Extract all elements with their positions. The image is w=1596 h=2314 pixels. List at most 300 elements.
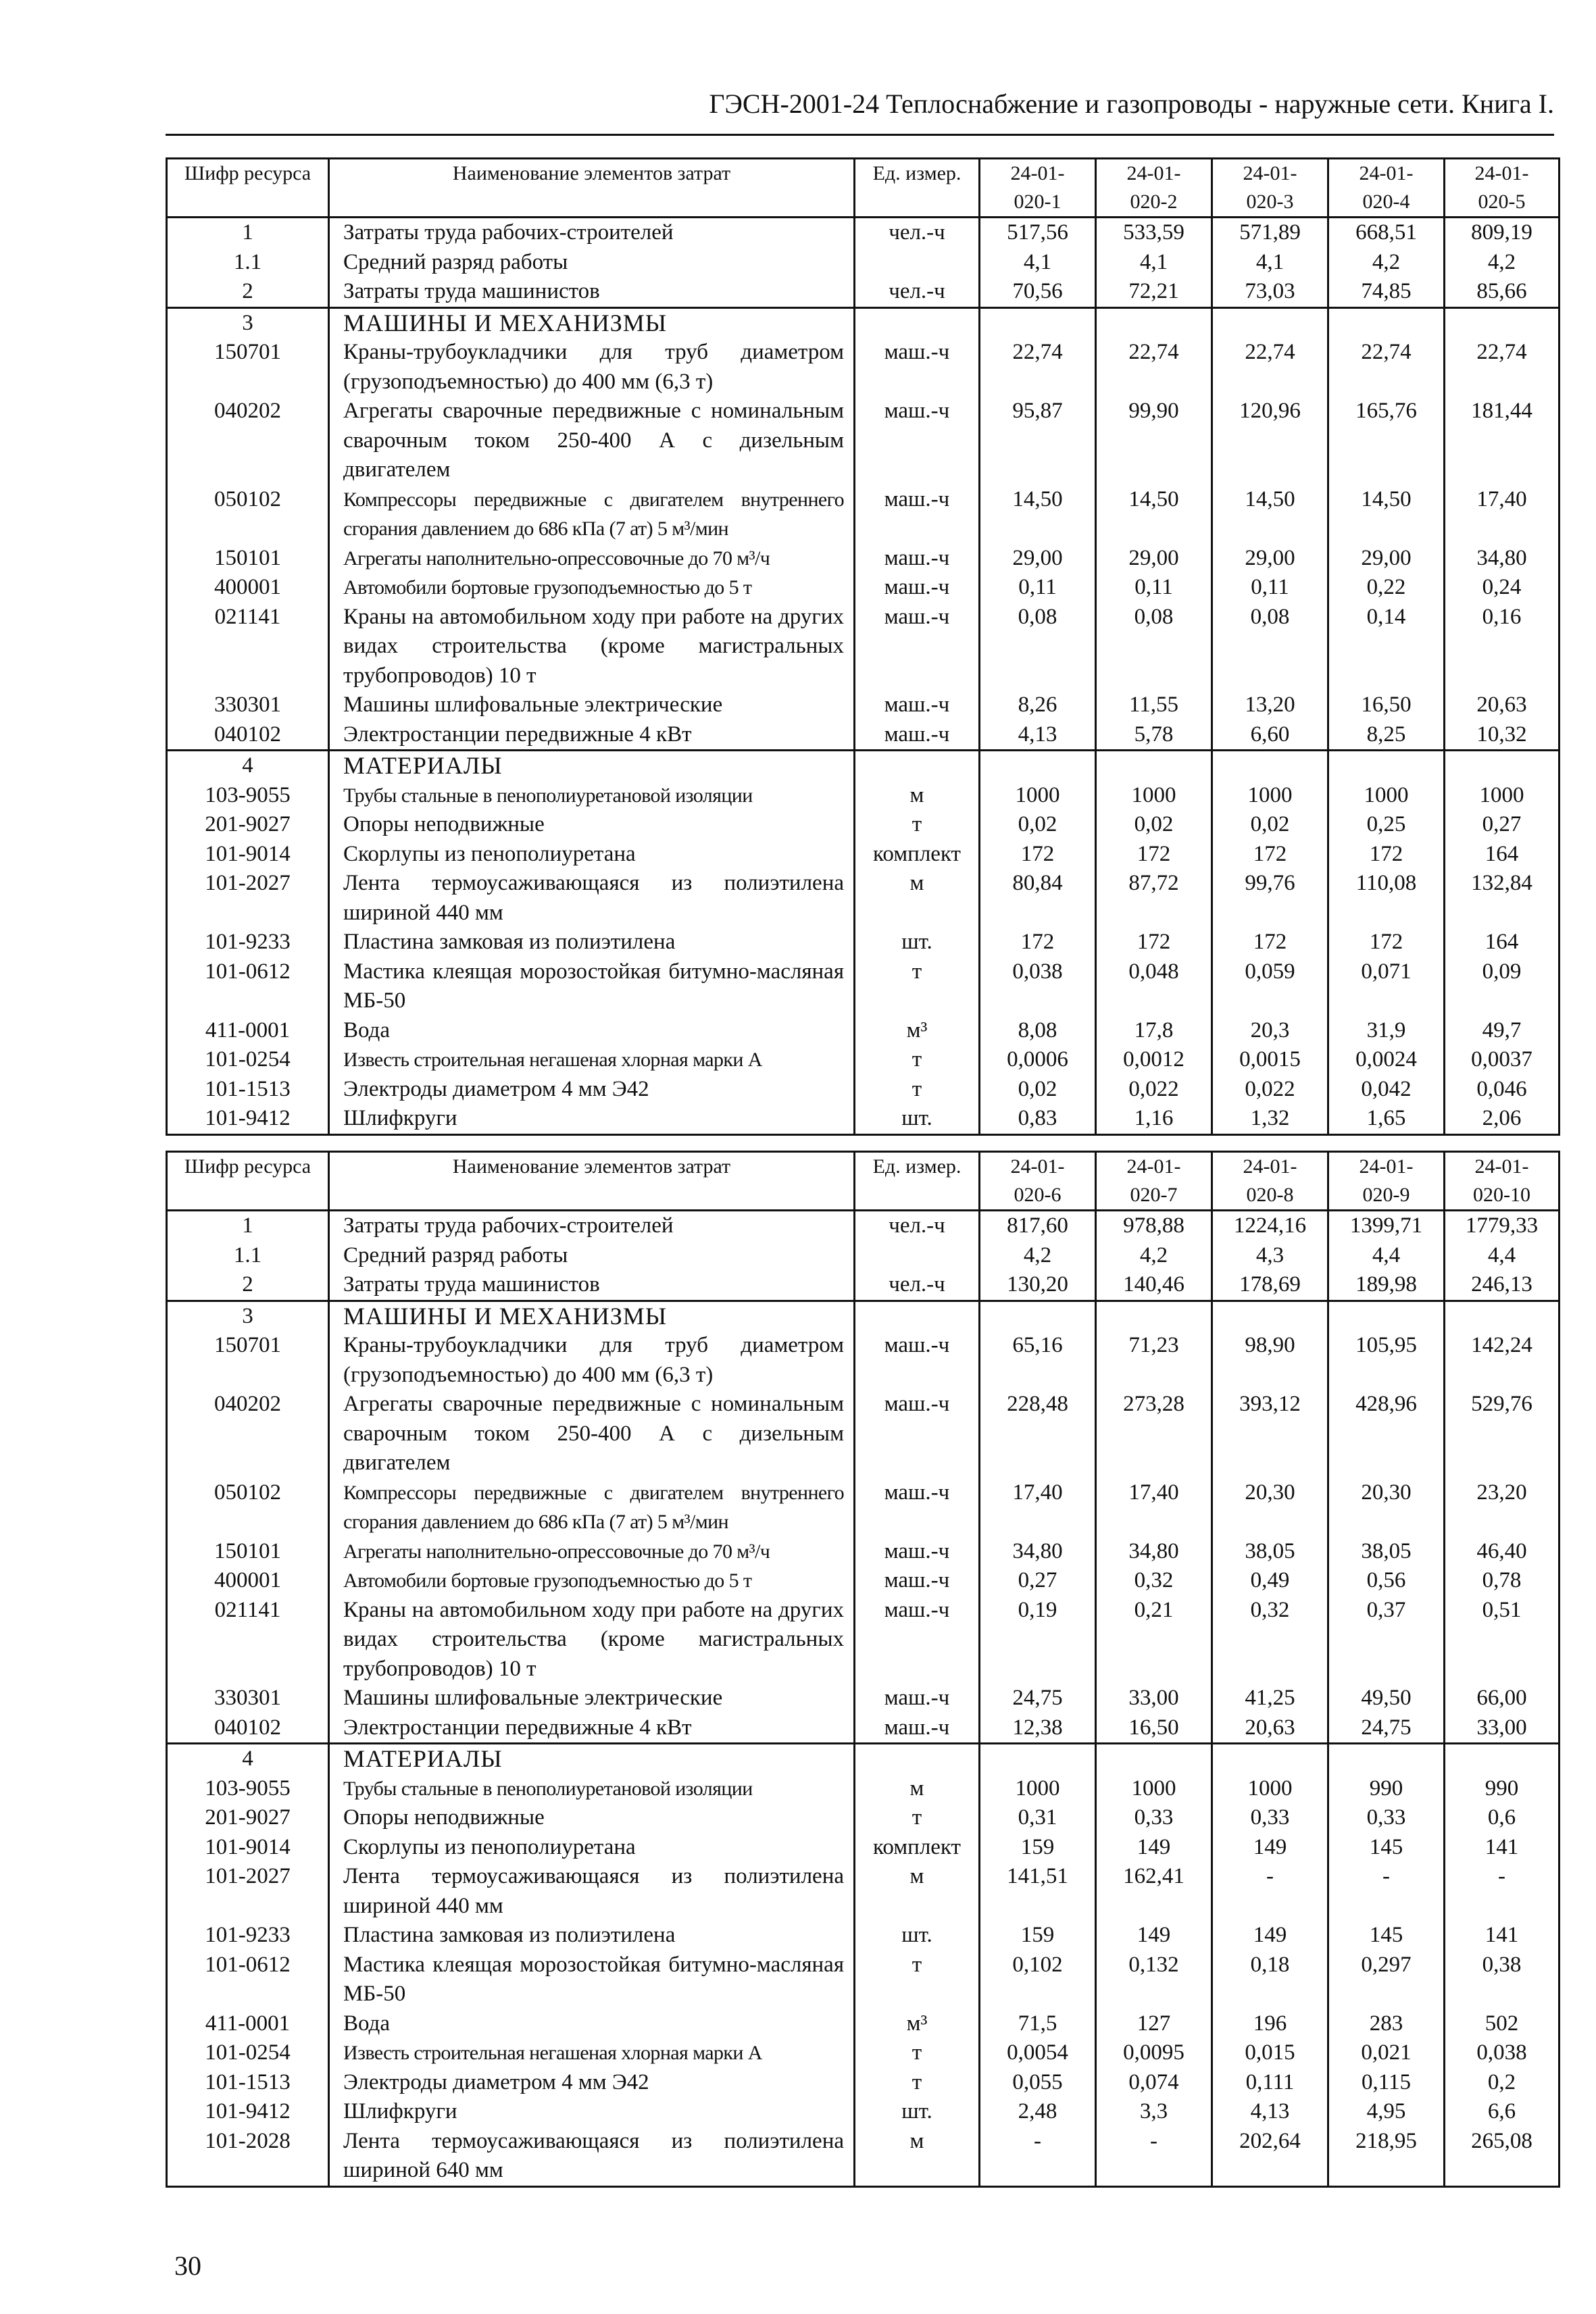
norm-value: 5,78: [1096, 720, 1212, 751]
resource-code: 150101: [167, 544, 329, 574]
norm-value: 12,38: [980, 1713, 1096, 1744]
norm-value: 105,95: [1328, 1331, 1445, 1390]
resource-code: 1.1: [167, 1241, 329, 1271]
unit-of-measure: маш.-ч: [855, 1331, 980, 1390]
norm-value: 20,3: [1212, 1016, 1328, 1046]
norm-value: 0,21: [1096, 1596, 1212, 1684]
norm-value: 22,74: [1096, 338, 1212, 397]
page-header: ГЭСН-2001-24 Теплоснабжение и газопроводы - наружные сети. Книга I.: [709, 89, 1554, 119]
norm-value: [1328, 751, 1445, 781]
col-header-code: Шифр ресурса: [167, 1152, 329, 1211]
norm-value: 0,02: [1096, 810, 1212, 840]
unit-of-measure: маш.-ч: [855, 1713, 980, 1744]
norm-value: 517,56: [980, 218, 1096, 248]
header-rule: [166, 134, 1554, 136]
norm-value: 98,90: [1212, 1331, 1328, 1390]
table-row: [167, 690, 1560, 720]
norm-value: [1212, 1744, 1328, 1774]
norm-value: 8,25: [1328, 720, 1445, 751]
norm-value: 141: [1445, 1921, 1560, 1951]
unit-of-measure: [855, 1241, 980, 1271]
resource-code: 101-2027: [167, 869, 329, 928]
norm-value: 22,74: [1445, 338, 1560, 397]
table-row: [167, 928, 1560, 957]
norm-value: 29,00: [1096, 544, 1212, 574]
table-row: [167, 277, 1560, 307]
col-header-norm-code: 24-01- 020-5: [1445, 159, 1560, 218]
norm-value: 99,90: [1096, 397, 1212, 485]
norm-value: 0,78: [1445, 1566, 1560, 1596]
norm-value: 29,00: [980, 544, 1096, 574]
unit-of-measure: чел.-ч: [855, 277, 980, 307]
norm-table-2: [166, 1151, 1560, 2188]
norm-value: 41,25: [1212, 1684, 1328, 1713]
norm-value: 127: [1096, 2009, 1212, 2039]
resource-code: 101-9412: [167, 2097, 329, 2127]
norm-value: 38,05: [1328, 1537, 1445, 1567]
norm-value: 49,7: [1445, 1016, 1560, 1046]
norm-value: 71,5: [980, 2009, 1096, 2039]
norm-value: 393,12: [1212, 1390, 1328, 1478]
resource-code: 101-9014: [167, 840, 329, 870]
section-row: [167, 751, 1560, 781]
resource-code: 411-0001: [167, 1016, 329, 1046]
norm-value: 3,3: [1096, 2097, 1212, 2127]
norm-value: 33,00: [1445, 1713, 1560, 1744]
table-row: [167, 1951, 1560, 2009]
resource-code: 103-9055: [167, 781, 329, 811]
norm-value: 1000: [980, 1774, 1096, 1804]
norm-value: 2,06: [1445, 1104, 1560, 1134]
norm-value: -: [980, 2127, 1096, 2187]
table-row: [167, 485, 1560, 544]
table-row: [167, 2068, 1560, 2098]
table-row: [167, 1016, 1560, 1046]
norm-value: [1212, 1301, 1328, 1331]
cost-element-name: Вода: [329, 1016, 855, 1046]
resource-code: 400001: [167, 573, 329, 603]
cost-element-name: МАТЕРИАЛЫ: [329, 751, 855, 781]
section-row: [167, 1301, 1560, 1331]
norm-value: 0,22: [1328, 573, 1445, 603]
norm-value: 29,00: [1212, 544, 1328, 574]
unit-of-measure: маш.-ч: [855, 338, 980, 397]
table-row: [167, 1241, 1560, 1271]
cost-element-name: Пластина замковая из полиэтилена: [329, 1921, 855, 1951]
col-header-unit: Ед. измер.: [855, 1152, 980, 1211]
norm-value: 4,1: [980, 248, 1096, 278]
norm-value: 668,51: [1328, 218, 1445, 248]
norm-value: 533,59: [1096, 218, 1212, 248]
norm-value: 31,9: [1328, 1016, 1445, 1046]
norm-value: 1,16: [1096, 1104, 1212, 1134]
norm-value: 17,40: [980, 1478, 1096, 1537]
norm-value: [1212, 307, 1328, 338]
resource-code: 2: [167, 1270, 329, 1301]
unit-of-measure: [855, 1744, 980, 1774]
cost-element-name: МАТЕРИАЛЫ: [329, 1744, 855, 1774]
resource-code: 411-0001: [167, 2009, 329, 2039]
norm-value: 0,297: [1328, 1951, 1445, 2009]
resource-code: 050102: [167, 1478, 329, 1537]
cost-element-name: Средний разряд работы: [329, 1241, 855, 1271]
norm-value: 0,18: [1212, 1951, 1328, 2009]
norm-value: 502: [1445, 2009, 1560, 2039]
norm-value: 0,25: [1328, 810, 1445, 840]
norm-value: 164: [1445, 840, 1560, 870]
norm-value: 71,23: [1096, 1331, 1212, 1390]
resource-code: 330301: [167, 1684, 329, 1713]
norm-value: 99,76: [1212, 869, 1328, 928]
table-row: [167, 1862, 1560, 1921]
cost-element-name: Затраты труда машинистов: [329, 1270, 855, 1301]
cost-element-name: МАШИНЫ И МЕХАНИЗМЫ: [329, 1301, 855, 1331]
norm-value: 38,05: [1212, 1537, 1328, 1567]
resource-code: 040102: [167, 1713, 329, 1744]
table-row: [167, 573, 1560, 603]
norm-value: 87,72: [1096, 869, 1212, 928]
table-row: [167, 1566, 1560, 1596]
norm-value: 159: [980, 1833, 1096, 1863]
unit-of-measure: шт.: [855, 2097, 980, 2127]
table-row: [167, 2097, 1560, 2127]
norm-value: 0,02: [980, 1075, 1096, 1105]
norm-value: 17,40: [1445, 485, 1560, 544]
norm-value: [1096, 751, 1212, 781]
norm-value: 172: [1212, 928, 1328, 957]
cost-element-name: Машины шлифовальные электрические: [329, 1684, 855, 1713]
resource-code: 103-9055: [167, 1774, 329, 1804]
cost-element-name: Электроды диаметром 4 мм Э42: [329, 2068, 855, 2098]
norm-value: 4,2: [1445, 248, 1560, 278]
norm-value: 0,046: [1445, 1075, 1560, 1105]
resource-code: 101-0612: [167, 1951, 329, 2009]
norm-value: 14,50: [980, 485, 1096, 544]
table-row: [167, 840, 1560, 870]
norm-value: 0,038: [980, 957, 1096, 1016]
col-header-norm-code: 24-01- 020-1: [980, 159, 1096, 218]
norm-value: 809,19: [1445, 218, 1560, 248]
norm-value: 1000: [1328, 781, 1445, 811]
norm-value: [1096, 307, 1212, 338]
norm-value: 4,1: [1212, 248, 1328, 278]
norm-value: 1,32: [1212, 1104, 1328, 1134]
table-row: [167, 1390, 1560, 1478]
norm-value: 172: [980, 840, 1096, 870]
cost-element-name: Трубы стальные в пенополиуретановой изоляции: [329, 781, 855, 811]
table-row: [167, 1713, 1560, 1744]
norm-table-1: [166, 157, 1560, 1136]
norm-value: [1212, 751, 1328, 781]
norm-value: -: [1328, 1862, 1445, 1921]
norm-value: 0,31: [980, 1803, 1096, 1833]
norm-value: 0,0037: [1445, 1045, 1560, 1075]
norm-value: 189,98: [1328, 1270, 1445, 1301]
norm-value: 0,02: [1212, 810, 1328, 840]
norm-value: 0,33: [1212, 1803, 1328, 1833]
norm-value: 0,132: [1096, 1951, 1212, 2009]
norm-value: 1000: [1212, 781, 1328, 811]
col-header-norm-code: 24-01- 020-4: [1328, 159, 1445, 218]
unit-of-measure: маш.-ч: [855, 1478, 980, 1537]
cost-element-name: Мастика клеящая морозостойкая битумно-масляная МБ-50: [329, 1951, 855, 2009]
unit-of-measure: маш.-ч: [855, 603, 980, 691]
norm-value: 0,83: [980, 1104, 1096, 1134]
norm-value: 74,85: [1328, 277, 1445, 307]
norm-value: 0,49: [1212, 1566, 1328, 1596]
unit-of-measure: т: [855, 1803, 980, 1833]
unit-of-measure: шт.: [855, 1104, 980, 1134]
norm-value: 0,074: [1096, 2068, 1212, 2098]
table-row: [167, 1270, 1560, 1301]
norm-value: 11,55: [1096, 690, 1212, 720]
cost-element-name: Трубы стальные в пенополиуретановой изоляции: [329, 1774, 855, 1804]
norm-value: 0,055: [980, 2068, 1096, 2098]
norm-value: 149: [1096, 1921, 1212, 1951]
norm-value: 0,038: [1445, 2038, 1560, 2068]
cost-element-name: Известь строительная негашеная хлорная марки А: [329, 2038, 855, 2068]
norm-value: 0,115: [1328, 2068, 1445, 2098]
norm-value: 0,16: [1445, 603, 1560, 691]
norm-value: 0,071: [1328, 957, 1445, 1016]
resource-code: 101-2027: [167, 1862, 329, 1921]
unit-of-measure: маш.-ч: [855, 1390, 980, 1478]
norm-value: 0,32: [1212, 1596, 1328, 1684]
norm-value: 0,19: [980, 1596, 1096, 1684]
norm-value: 8,26: [980, 690, 1096, 720]
norm-value: -: [1445, 1862, 1560, 1921]
cost-element-name: Затраты труда рабочих-строителей: [329, 218, 855, 248]
norm-value: 0,6: [1445, 1803, 1560, 1833]
norm-value: 130,20: [980, 1270, 1096, 1301]
table-row: [167, 338, 1560, 397]
norm-value: 0,021: [1328, 2038, 1445, 2068]
resource-code: 330301: [167, 690, 329, 720]
unit-of-measure: маш.-ч: [855, 1566, 980, 1596]
table-row: [167, 1803, 1560, 1833]
resource-code: 150701: [167, 338, 329, 397]
resource-code: 101-9233: [167, 928, 329, 957]
norm-value: 20,63: [1212, 1713, 1328, 1744]
cost-element-name: Краны на автомобильном ходу при работе на других видах строительства (кроме магистральных трубопроводов) 10 т: [329, 1596, 855, 1684]
unit-of-measure: м³: [855, 1016, 980, 1046]
col-header-name: Наименование элементов затрат: [329, 159, 855, 218]
unit-of-measure: т: [855, 810, 980, 840]
norm-value: 34,80: [1096, 1537, 1212, 1567]
norm-value: 34,80: [980, 1537, 1096, 1567]
cost-element-name: Затраты труда рабочих-строителей: [329, 1211, 855, 1241]
norm-value: 33,00: [1096, 1684, 1212, 1713]
unit-of-measure: чел.-ч: [855, 218, 980, 248]
norm-value: 4,4: [1445, 1241, 1560, 1271]
cost-element-name: Шлифкруги: [329, 1104, 855, 1134]
norm-value: 0,102: [980, 1951, 1096, 2009]
norm-value: 85,66: [1445, 277, 1560, 307]
unit-of-measure: [855, 248, 980, 278]
cost-element-name: Средний разряд работы: [329, 248, 855, 278]
table-row: [167, 1331, 1560, 1390]
col-header-norm-code: 24-01- 020-2: [1096, 159, 1212, 218]
resource-code: 040102: [167, 720, 329, 751]
norm-value: [1096, 1301, 1212, 1331]
norm-value: 24,75: [1328, 1713, 1445, 1744]
table-row: [167, 2127, 1560, 2187]
norm-value: 0,0024: [1328, 1045, 1445, 1075]
resource-code: 021141: [167, 1596, 329, 1684]
norm-value: 10,32: [1445, 720, 1560, 751]
unit-of-measure: м³: [855, 2009, 980, 2039]
norm-value: 529,76: [1445, 1390, 1560, 1478]
cost-element-name: Скорлупы из пенополиуретана: [329, 1833, 855, 1863]
norm-value: 22,74: [1212, 338, 1328, 397]
norm-value: 0,02: [980, 810, 1096, 840]
norm-value: 0,08: [1096, 603, 1212, 691]
cost-element-name: Электроды диаметром 4 мм Э42: [329, 1075, 855, 1105]
resource-code: 101-9412: [167, 1104, 329, 1134]
col-header-norm-code: 24-01- 020-10: [1445, 1152, 1560, 1211]
norm-value: 0,048: [1096, 957, 1212, 1016]
resource-code: 3: [167, 307, 329, 338]
norm-value: 73,03: [1212, 277, 1328, 307]
cost-element-name: Шлифкруги: [329, 2097, 855, 2127]
norm-value: 817,60: [980, 1211, 1096, 1241]
resource-code: 1: [167, 218, 329, 248]
norm-value: 172: [1096, 840, 1212, 870]
unit-of-measure: т: [855, 2068, 980, 2098]
col-header-name: Наименование элементов затрат: [329, 1152, 855, 1211]
norm-value: 228,48: [980, 1390, 1096, 1478]
cost-element-name: Автомобили бортовые грузоподъемностью до 5 т: [329, 573, 855, 603]
norm-value: 22,74: [980, 338, 1096, 397]
norm-value: 162,41: [1096, 1862, 1212, 1921]
norm-value: 4,2: [1328, 248, 1445, 278]
norm-value: 66,00: [1445, 1684, 1560, 1713]
norm-value: 283: [1328, 2009, 1445, 2039]
cost-element-name: МАШИНЫ И МЕХАНИЗМЫ: [329, 307, 855, 338]
norm-value: 149: [1212, 1833, 1328, 1863]
resource-code: 101-1513: [167, 2068, 329, 2098]
resource-code: 101-9014: [167, 1833, 329, 1863]
unit-of-measure: т: [855, 2038, 980, 2068]
norm-value: 20,30: [1328, 1478, 1445, 1537]
cost-element-name: Автомобили бортовые грузоподъемностью до 5 т: [329, 1566, 855, 1596]
norm-value: 0,38: [1445, 1951, 1560, 2009]
col-header-norm-code: 24-01- 020-9: [1328, 1152, 1445, 1211]
section-row: [167, 307, 1560, 338]
norm-value: 65,16: [980, 1331, 1096, 1390]
norm-value: 145: [1328, 1833, 1445, 1863]
norm-value: 4,2: [980, 1241, 1096, 1271]
table-row: [167, 248, 1560, 278]
table-row: [167, 2009, 1560, 2039]
norm-value: 0,0054: [980, 2038, 1096, 2068]
unit-of-measure: т: [855, 1045, 980, 1075]
norm-value: 0,09: [1445, 957, 1560, 1016]
norm-value: 29,00: [1328, 544, 1445, 574]
norm-value: 0,042: [1328, 1075, 1445, 1105]
norm-value: 95,87: [980, 397, 1096, 485]
norm-value: 0,11: [1212, 573, 1328, 603]
norm-value: 80,84: [980, 869, 1096, 928]
norm-value: 141: [1445, 1833, 1560, 1863]
cost-element-name: Скорлупы из пенополиуретана: [329, 840, 855, 870]
norm-value: 141,51: [980, 1862, 1096, 1921]
norm-value: 1000: [1096, 1774, 1212, 1804]
table-row: [167, 397, 1560, 485]
unit-of-measure: чел.-ч: [855, 1211, 980, 1241]
cost-element-name: Затраты труда машинистов: [329, 277, 855, 307]
norm-value: 0,32: [1096, 1566, 1212, 1596]
resource-code: 400001: [167, 1566, 329, 1596]
norm-value: 49,50: [1328, 1684, 1445, 1713]
cost-element-name: Агрегаты сварочные передвижные с номинальным сварочным током 250-400 А с дизельным двигателем: [329, 1390, 855, 1478]
section-row: [167, 1744, 1560, 1774]
resource-code: 4: [167, 1744, 329, 1774]
norm-value: 165,76: [1328, 397, 1445, 485]
unit-of-measure: т: [855, 957, 980, 1016]
resource-code: 2: [167, 277, 329, 307]
norm-value: 172: [1212, 840, 1328, 870]
table-header-row: [167, 1152, 1560, 1211]
resource-code: 101-9233: [167, 1921, 329, 1951]
table-row: [167, 810, 1560, 840]
norm-value: [1445, 1744, 1560, 1774]
norm-value: 571,89: [1212, 218, 1328, 248]
norm-value: 149: [1096, 1833, 1212, 1863]
table-row: [167, 1104, 1560, 1134]
unit-of-measure: м: [855, 869, 980, 928]
table-row: [167, 218, 1560, 248]
norm-value: [1328, 307, 1445, 338]
table-row: [167, 1478, 1560, 1537]
norm-value: 20,30: [1212, 1478, 1328, 1537]
resource-code: 101-2028: [167, 2127, 329, 2187]
cost-element-name: Агрегаты сварочные передвижные с номинальным сварочным током 250-400 А с дизельным двигателем: [329, 397, 855, 485]
norm-value: 978,88: [1096, 1211, 1212, 1241]
norm-value: [1328, 1301, 1445, 1331]
cost-element-name: Вода: [329, 2009, 855, 2039]
norm-value: 0,015: [1212, 2038, 1328, 2068]
resource-code: 101-0254: [167, 2038, 329, 2068]
norm-value: -: [1096, 2127, 1212, 2187]
table-row: [167, 1537, 1560, 1567]
resource-code: 4: [167, 751, 329, 781]
cost-element-name: Опоры неподвижные: [329, 1803, 855, 1833]
norm-value: 1000: [1212, 1774, 1328, 1804]
norm-value: [1445, 307, 1560, 338]
unit-of-measure: маш.-ч: [855, 397, 980, 485]
table-row: [167, 869, 1560, 928]
norm-value: 4,13: [1212, 2097, 1328, 2127]
table-row: [167, 1596, 1560, 1684]
unit-of-measure: шт.: [855, 928, 980, 957]
cost-element-name: Компрессоры передвижные с двигателем внутреннего сгорания давлением до 686 кПа (7 ат) 5 м³/мин: [329, 1478, 855, 1537]
unit-of-measure: [855, 1301, 980, 1331]
cost-element-name: Агрегаты наполнительно-опрессовочные до 70 м³/ч: [329, 544, 855, 574]
norm-value: 4,3: [1212, 1241, 1328, 1271]
norm-value: 164: [1445, 928, 1560, 957]
norm-value: 46,40: [1445, 1537, 1560, 1567]
norm-value: 2,48: [980, 2097, 1096, 2127]
norm-value: 1224,16: [1212, 1211, 1328, 1241]
norm-value: 13,20: [1212, 690, 1328, 720]
norm-value: 6,6: [1445, 2097, 1560, 2127]
norm-value: 0,11: [1096, 573, 1212, 603]
norm-value: 0,0012: [1096, 1045, 1212, 1075]
cost-element-name: Машины шлифовальные электрические: [329, 690, 855, 720]
col-header-norm-code: 24-01- 020-6: [980, 1152, 1096, 1211]
table-row: [167, 603, 1560, 691]
